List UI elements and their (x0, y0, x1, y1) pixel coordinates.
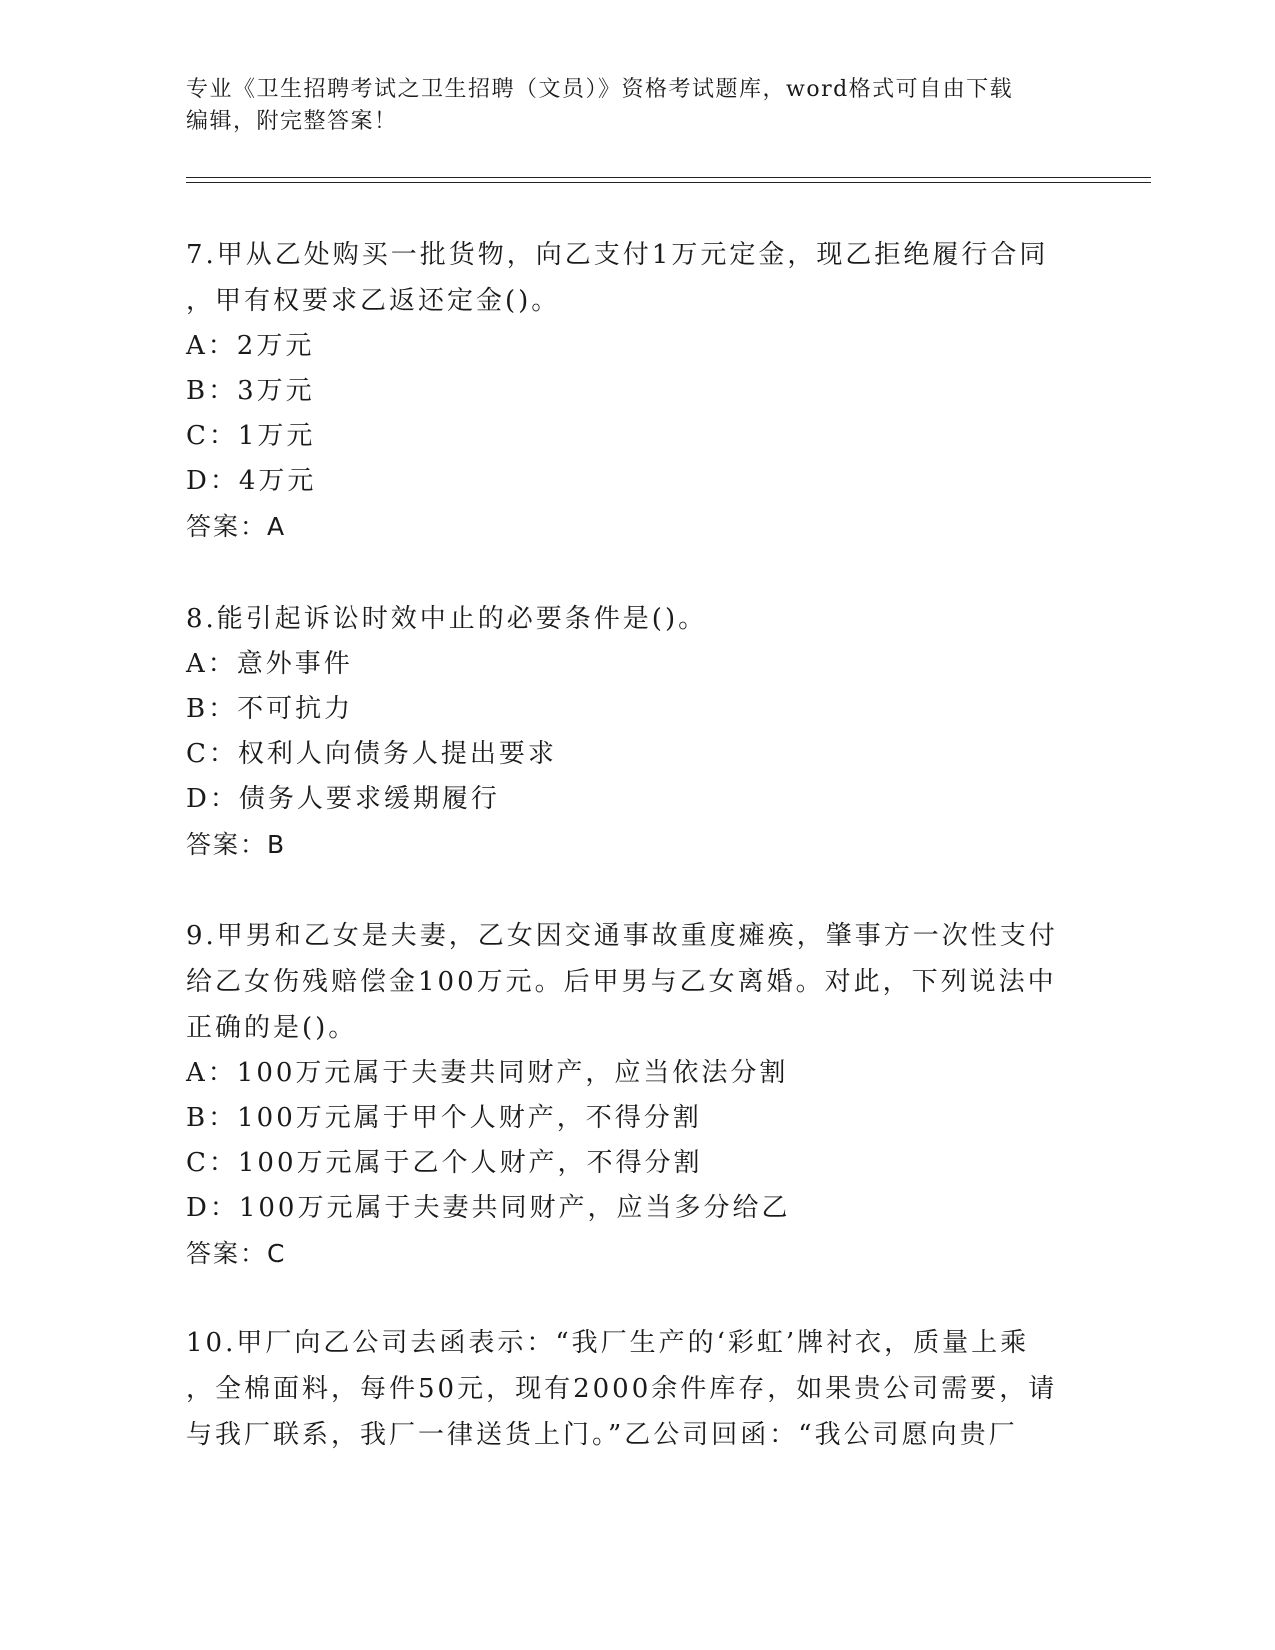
option-d: D：4万元 (186, 466, 317, 496)
question-text-line: ，全棉面料，每件50元，现有2000余件库存，如果贵公司需要，请 (186, 1374, 1058, 1404)
option-a: A：意外事件 (186, 649, 353, 679)
option-c: C：权利人向债务人提出要求 (186, 739, 557, 769)
option-c: C：1万元 (186, 421, 316, 451)
answer: 答案：A (186, 512, 287, 541)
question-text-line: 8.能引起诉讼时效中止的必要条件是()。 (186, 604, 708, 634)
header-line-1: 专业《卫生招聘考试之卫生招聘（文员）》资格考试题库，word格式可自由下载 (186, 77, 1014, 102)
option-a: A：100万元属于夫妻共同财产，应当依法分割 (186, 1058, 789, 1088)
header-divider-bottom (186, 182, 1151, 183)
header-line-2: 编辑，附完整答案！ (186, 109, 398, 134)
question-text-line: 与我厂联系，我厂一律送货上门。”乙公司回函：“我公司愿向贵厂 (186, 1420, 1018, 1450)
question-text-line: 给乙女伤残赔偿金100万元。后甲男与乙女离婚。对此，下列说法中 (186, 967, 1057, 997)
question-text-line: 7.甲从乙处购买一批货物，向乙支付1万元定金，现乙拒绝履行合同 (186, 240, 1049, 270)
question-text-line: 10.甲厂向乙公司去函表示：“我厂生产的‘彩虹’牌衬衣，质量上乘 (186, 1328, 1030, 1358)
question-text-line: 9.甲男和乙女是夫妻，乙女因交通事故重度瘫痪，肇事方一次性支付 (186, 921, 1058, 951)
option-a: A：2万元 (186, 331, 315, 361)
document-header (186, 74, 1076, 138)
question-10 (186, 1320, 1086, 1458)
option-b: B：100万元属于甲个人财产，不得分割 (186, 1103, 702, 1133)
option-b: B：不可抗力 (186, 694, 354, 724)
option-c: C：100万元属于乙个人财产，不得分割 (186, 1148, 703, 1178)
answer: 答案：B (186, 830, 287, 859)
option-b: B：3万元 (186, 376, 315, 406)
question-8 (186, 596, 1086, 868)
option-d: D：100万元属于夫妻共同财产，应当多分给乙 (186, 1193, 791, 1223)
option-d: D：债务人要求缓期履行 (186, 784, 500, 814)
question-text-line: 正确的是()。 (186, 1013, 358, 1043)
header-divider-top (186, 177, 1151, 178)
question-9 (186, 913, 1086, 1277)
answer: 答案：C (186, 1239, 287, 1268)
question-7 (186, 232, 1086, 550)
question-text-line: ，甲有权要求乙返还定金()。 (186, 286, 561, 316)
